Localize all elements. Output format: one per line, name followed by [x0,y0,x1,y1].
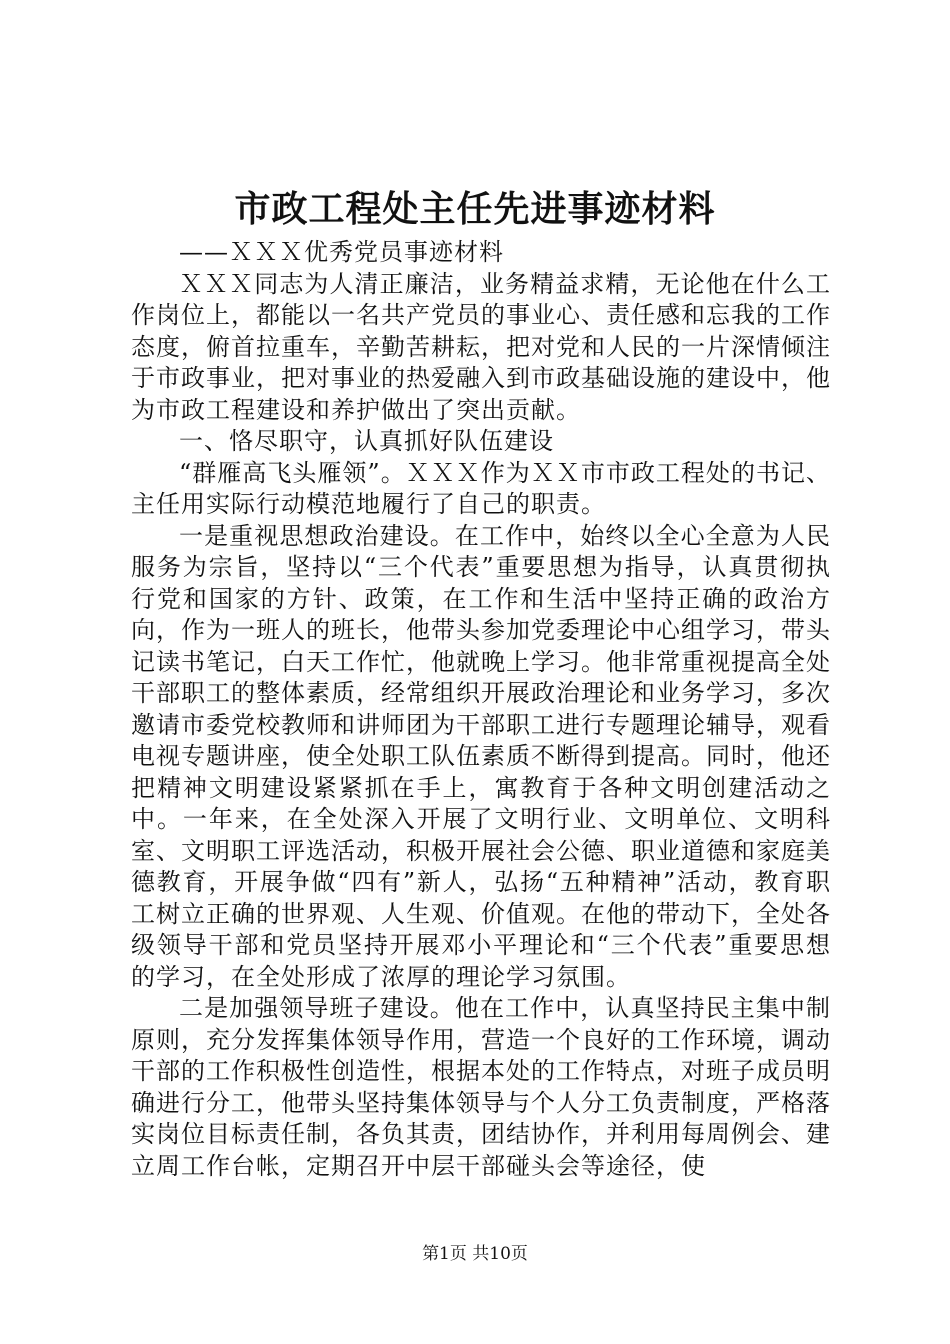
section-heading: 一、恪尽职守，认真抓好队伍建设 [179,427,554,455]
document-body [131,237,831,1182]
document-title: 市政工程处主任先进事迹材料 [234,188,716,230]
body-paragraph: “群雁高飞头雁领”。ＸＸＸ作为ＸＸ市市政工程处的书记、主任用实际行动模范地履行了自己的职责。 [131,458,831,518]
document-subtitle: ——ＸＸＸ优秀党员事迹材料 [179,238,504,266]
body-paragraph: 一是重视思想政治建设。在工作中，始终以全心全意为人民服务为宗旨，坚持以“三个代表”重要思想为指导，认真贯彻执行党和国家的方针、政策，在工作和生活中坚持正确的政治方向，作为一班人的班长，他带头参加党委理论中心组学习，带头记读书笔记，白天工作忙，他就晚上学习。他非常重视提高全处干部职工的整体素质，经常组织开展政治理论和业务学习，多次邀请市委党校教师和讲师团为干部职工进行专题理论辅导，观看电视专题讲座，使全处职工队伍素质不断得到提高。同时，他还把精神文明建设紧紧抓在手上，寓教育于各种文明创建活动之中。一年来，在全处深入开展了文明行业、文明单位、文明科室、文明职工评选活动，积极开展社会公德、职业道德和家庭美德教育，开展争做“四有”新人，弘扬“五种精神”活动，教育职工树立正确的世界观、人生观、价值观。在他的带动下，全处各级领导干部和党员坚持开展邓小平理论和“三个代表”重要思想的学习，在全处形成了浓厚的理论学习氛围。 [131,521,831,991]
page-number: 第1页 共10页 [422,1244,528,1264]
body-paragraph: 二是加强领导班子建设。他在工作中，认真坚持民主集中制原则，充分发挥集体领导作用，营造一个良好的工作环境，调动干部的工作积极性创造性，根据本处的工作特点，对班子成员明确进行分工，他带头坚持集体领导与个人分工负责制度，严格落实岗位目标责任制，各负其责，团结协作，并利用每周例会、建立周工作台帐，定期召开中层干部碰头会等途径，使 [131,994,831,1180]
body-paragraph: ＸＸＸ同志为人清正廉洁，业务精益求精，无论他在什么工作岗位上，都能以一名共产党员的事业心、责任感和忘我的工作态度，俯首拉重车，辛勤苦耕耘，把对党和人民的一片深情倾注于市政事业，把对事业的热爱融入到市政基础设施的建设中，他为市政工程建设和养护做出了突出贡献。 [131,269,831,424]
